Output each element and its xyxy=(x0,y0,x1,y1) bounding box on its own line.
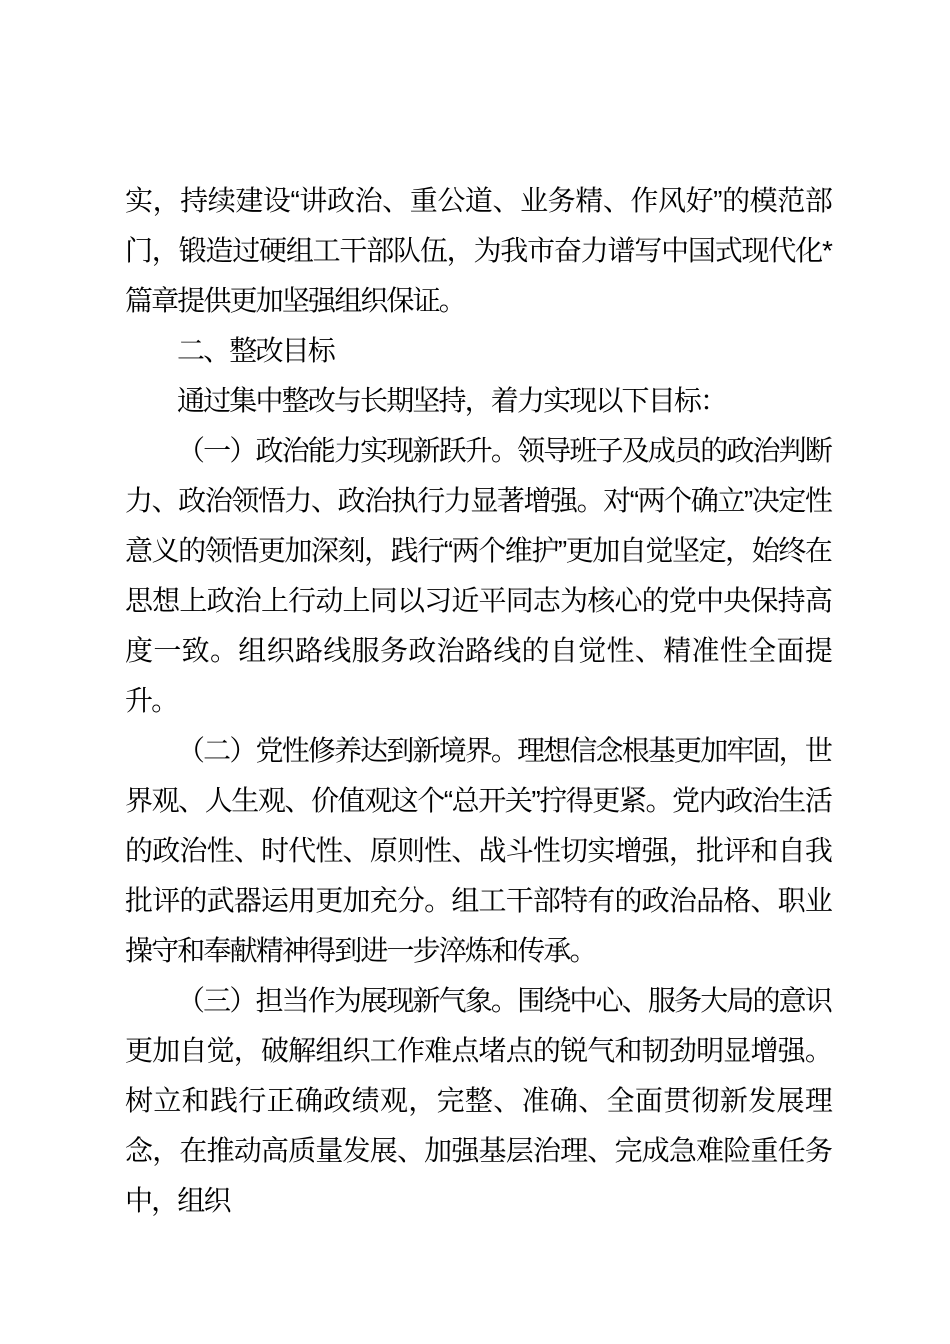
paragraph-goal-2-party-spirit: （二）党性修养达到新境界。理想信念根基更加牢固，世界观、人生观、价值观这个“总开关”拧得更紧。党内政治生活的政治性、时代性、原则性、战斗性切实增强，批评和自我批评的武器运用更加充分。组工干部特有的政治品格、职业操守和奉献精神得到进一步淬炼和传承。 xyxy=(125,735,831,966)
section-heading-rectification-goals: 二、整改目标 xyxy=(177,335,334,366)
document-content xyxy=(125,176,831,1226)
paragraph-continuation: 实，持续建设“讲政治、重公道、业务精、作风好”的模范部门，锻造过硬组工干部队伍，为我市奋力谱写中国式现代化*篇章提供更加坚强组织保证。 xyxy=(125,185,831,316)
paragraph-goals-intro: 通过集中整改与长期坚持，着力实现以下目标： xyxy=(177,385,727,416)
paragraph-goal-1-political-ability: （一）政治能力实现新跃升。领导班子及成员的政治判断力、政治领悟力、政治执行力显著增强。对“两个确立”决定性意义的领悟更加深刻，践行“两个维护”更加自觉坚定，始终在思想上政治上行动上同以习近平同志为核心的党中央保持高度一致。组织路线服务政治路线的自觉性、精准性全面提升。 xyxy=(125,435,831,716)
paragraph-goal-3-responsibility: （三）担当作为展现新气象。围绕中心、服务大局的意识更加自觉，破解组织工作难点堵点的锐气和韧劲明显增强。树立和践行正确政绩观，完整、准确、全面贯彻新发展理念，在推动高质量发展、加强基层治理、完成急难险重任务中，组织 xyxy=(125,985,831,1216)
